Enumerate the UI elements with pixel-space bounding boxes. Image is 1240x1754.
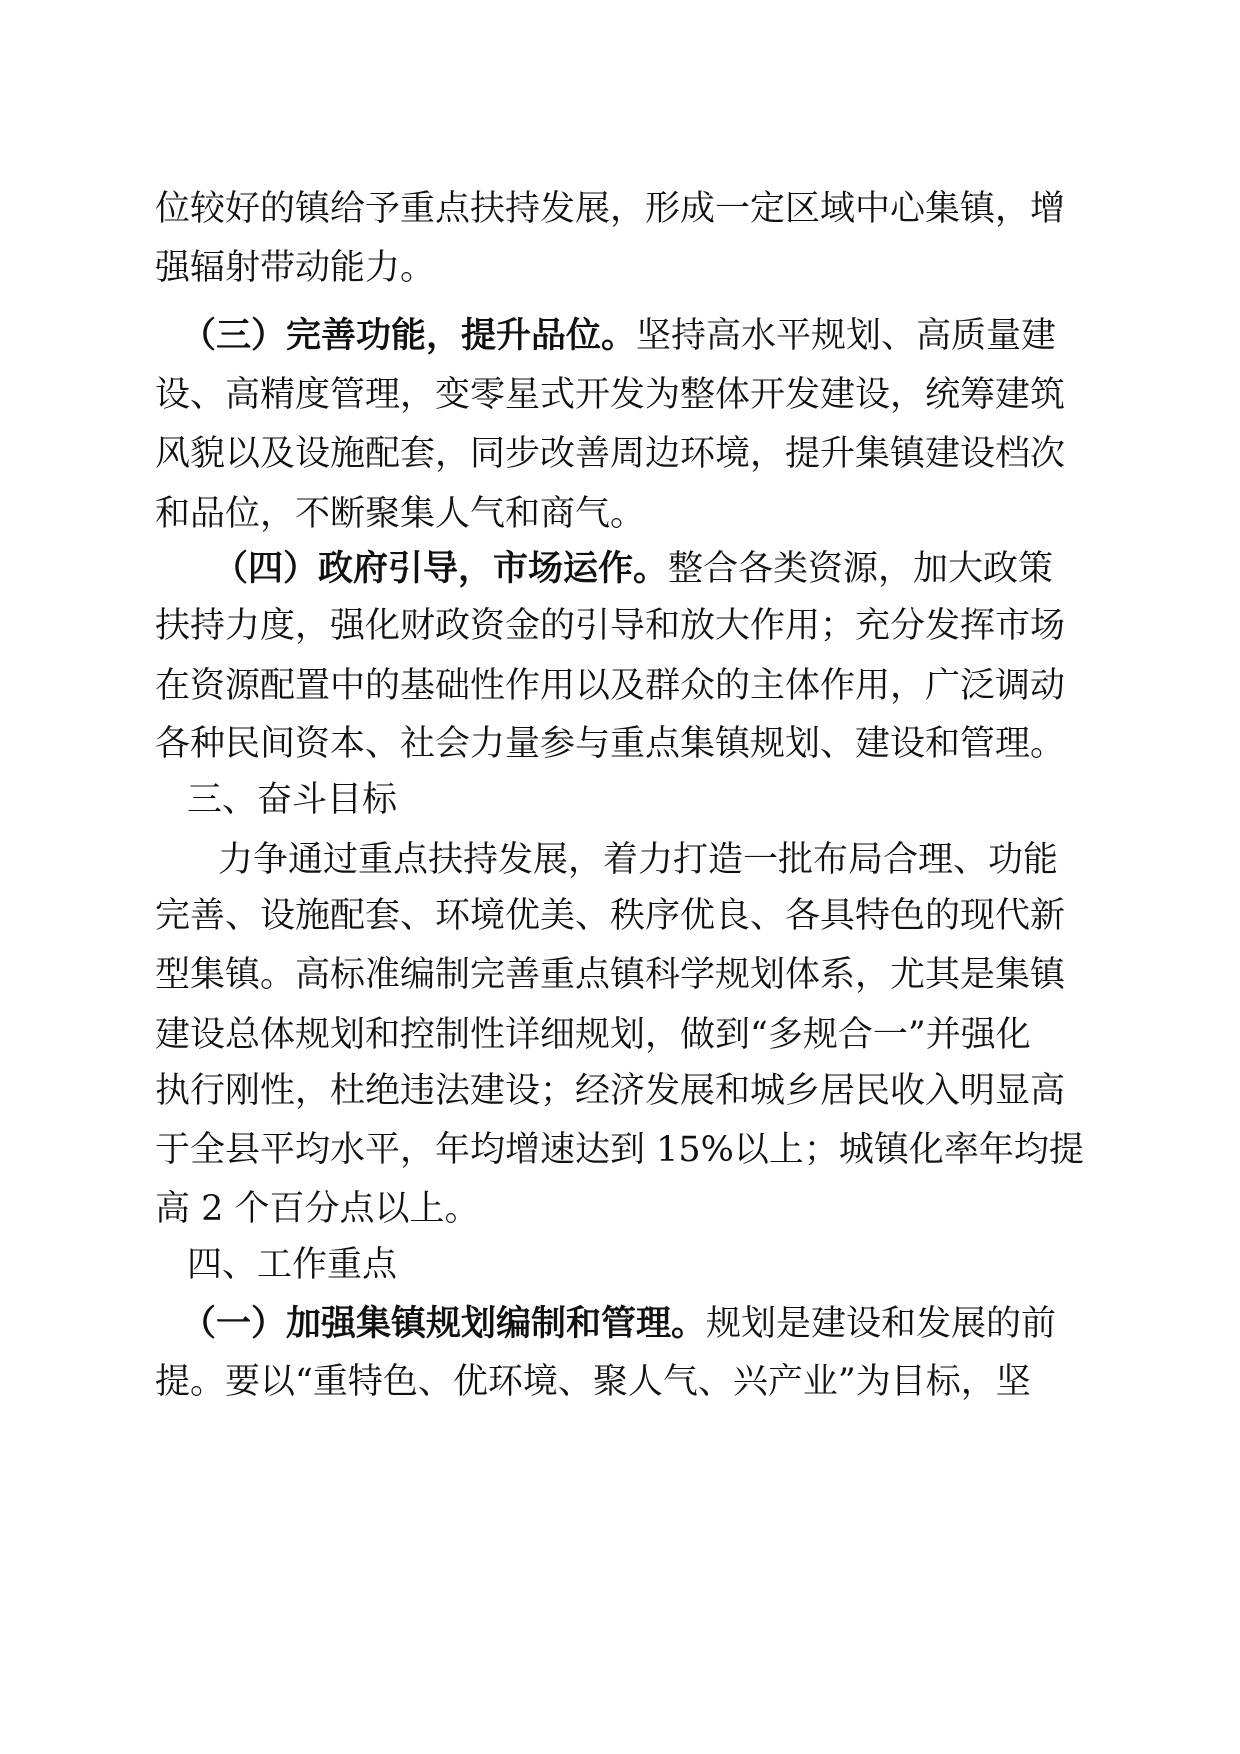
paragraph-line: 高 2 个百分点以上。: [155, 1189, 480, 1229]
bold-heading: （三）完善功能，提升品位。: [181, 315, 637, 356]
section-heading-line: （三）完善功能，提升品位。坚持高水平规划、高质量建: [181, 315, 1057, 356]
bold-heading: （四）政府引导，市场运作。: [213, 548, 669, 589]
paragraph-line: 风貌以及设施配套，同步改善周边环境，提升集镇建设档次: [155, 434, 1066, 474]
paragraph-line: 在资源配置中的基础性作用以及群众的主体作用，广泛调动: [155, 666, 1066, 706]
paragraph-line: 强辐射带动能力。: [155, 248, 436, 288]
paragraph-line: 各种民间资本、社会力量参与重点集镇规划、建设和管理。: [155, 724, 1066, 764]
paragraph-line: 和品位，不断聚集人气和商气。: [155, 494, 646, 534]
paragraph-line: 位较好的镇给予重点扶持发展，形成一定区域中心集镇，增: [155, 189, 1066, 229]
bold-heading: （一）加强集镇规划编制和管理。: [181, 1303, 707, 1344]
chapter-heading: 四、工作重点: [187, 1245, 398, 1285]
paragraph-line: 扶持力度，强化财政资金的引导和放大作用；充分发挥市场: [155, 606, 1066, 646]
paragraph-line: 设、高精度管理，变零星式开发为整体开发建设，统筹建筑: [155, 375, 1066, 415]
paragraph-line: 提。要以“重特色、优环境、聚人气、兴产业”为目标，坚: [155, 1362, 1031, 1402]
paragraph-line: 建设总体规划和控制性详细规划，做到“多规合一”并强化: [155, 1015, 1031, 1055]
chapter-heading: 三、奋斗目标: [187, 780, 398, 820]
section-heading-line: （一）加强集镇规划编制和管理。规划是建设和发展的前: [181, 1303, 1057, 1344]
paragraph-line: 执行刚性，杜绝违法建设；经济发展和城乡居民收入明显高: [155, 1071, 1066, 1111]
paragraph-line: 完善、设施配套、环境优美、秩序优良、各具特色的现代新: [155, 896, 1066, 936]
section-heading-line: （四）政府引导，市场运作。整合各类资源，加大政策: [213, 548, 1054, 589]
paragraph-line: 型集镇。高标准编制完善重点镇科学规划体系，尤其是集镇: [155, 955, 1066, 995]
paragraph-line: 力争通过重点扶持发展，着力打造一批布局合理、功能: [218, 840, 1059, 880]
paragraph-line: 于全县平均水平，年均增速达到 15%以上；城镇化率年均提: [155, 1130, 1084, 1170]
